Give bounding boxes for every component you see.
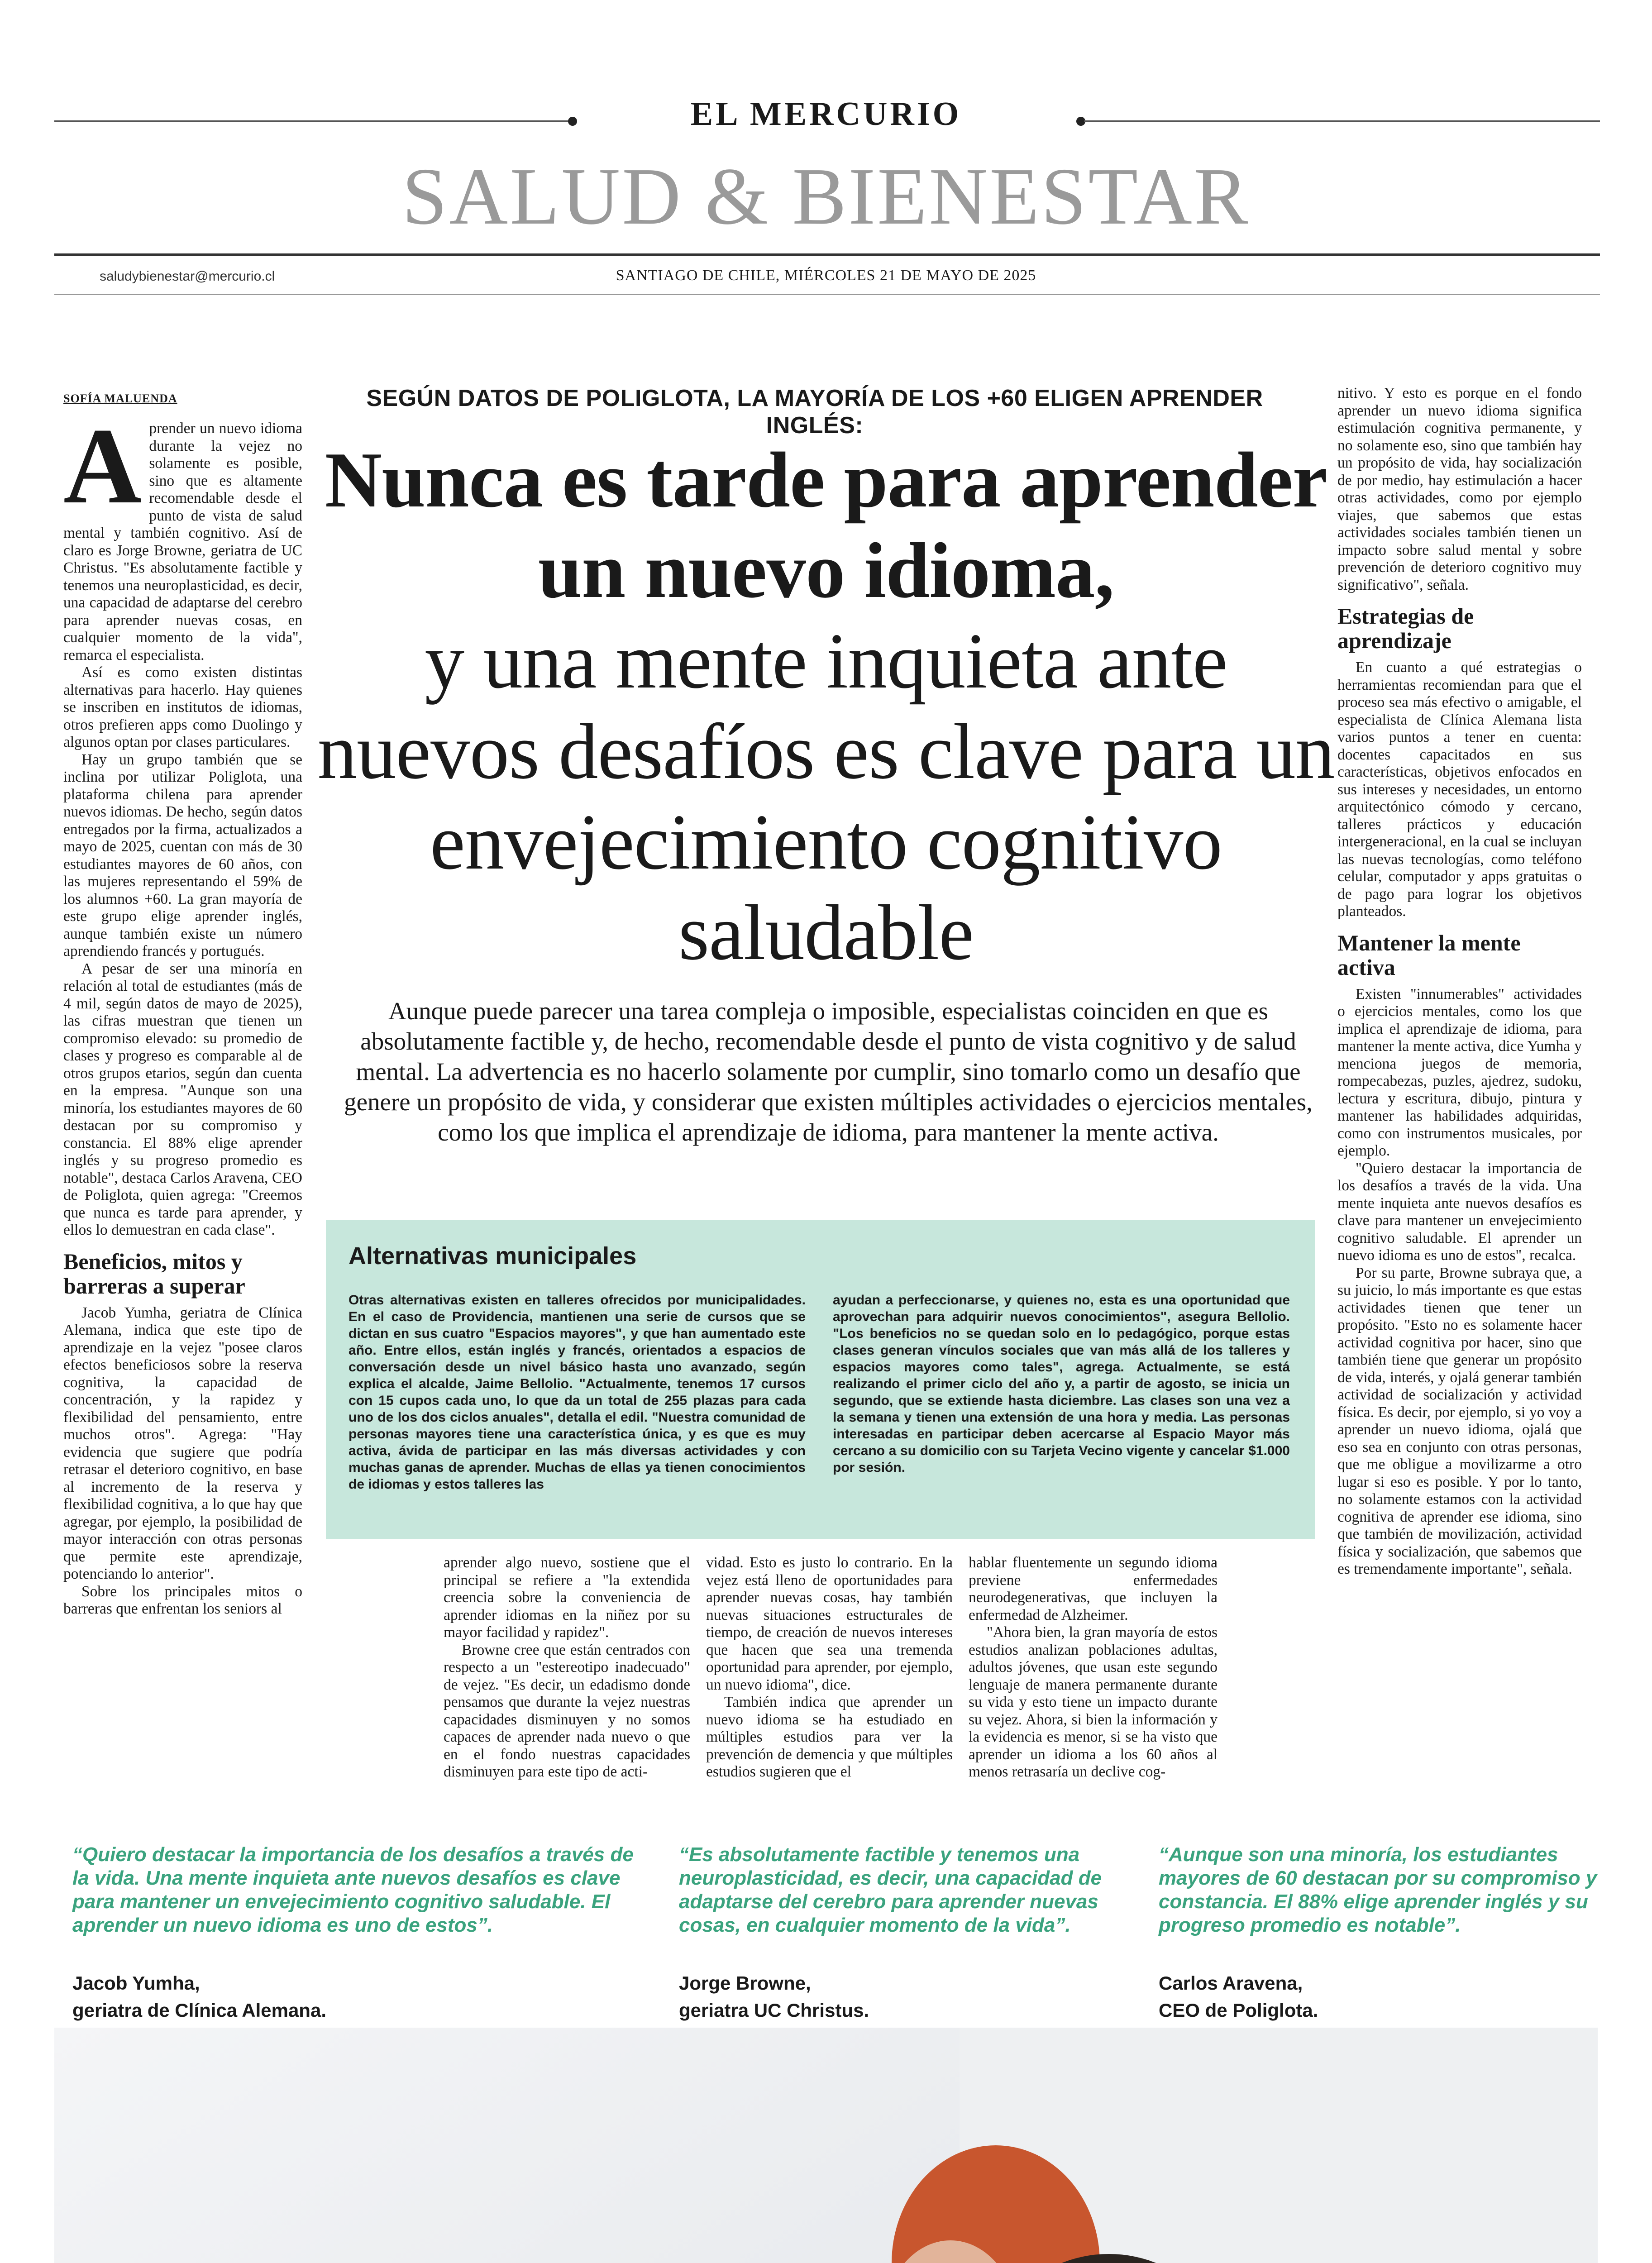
drop-cap: A — [63, 406, 142, 526]
pull-quote-2-name: Jorge Browne, — [679, 1972, 811, 1994]
headline-kicker: SEGÚN DATOS DE POLIGLOTA, LA MAYORÍA DE LOS +60 ELIGEN APRENDER INGLÉS: — [366, 385, 1263, 439]
col1-paragraph-1: prender un nuevo idioma durante la vejez no solamente es posible, sino que es altamente recomendable desde el punto de vista de salud mental y también cognitivo. Así de claro es Jorge Browne, geriatra de UC Christus. "Es absolutamente factible y tenemos una neuroplasticidad, es decir, una capacidad de adaptarse del cerebro para aprender nuevas cosas, en cualquier momento de la vida", remarca el especialista. — [63, 420, 302, 664]
col2-paragraph-1: aprender algo nuevo, sostiene que el principal se refiere a "la extendida creencia sobre la conveniencia de aprender idiomas en la niñez por su mayor facilidad y rapidez". — [444, 1554, 690, 1641]
pull-quote-2-author — [679, 1970, 1132, 2024]
pull-quote-3: “Aunque son una minoría, los estudiantes mayores de 60 destacan por su compromiso y constancia. El 88% elige aprender inglés y su progreso promedio es notable”. — [1159, 1843, 1597, 1936]
pull-quote-1-role: geriatra de Clínica Alemana. — [72, 2000, 326, 2021]
section-title: SALUD & BIENESTAR — [402, 151, 1250, 241]
col4-paragraph-1: hablar fluentemente un segundo idioma previene enfermedades neurodegenerativas, que incluyen la enfermedad de Alzheimer. — [969, 1554, 1218, 1623]
col1-paragraph-6: Sobre los principales mitos o barreras que enfrentan los seniors al — [63, 1583, 302, 1617]
header-rule-thick — [54, 253, 1600, 256]
col5-paragraph-4: "Quiero destacar la importancia de los desafíos a través de la vida. Una mente inquieta ante nuevos desafíos es clave para mantener un envejecimiento cognitivo saludable. El aprender un nuevo idioma es uno de estos", recalca. — [1337, 1160, 1582, 1264]
col1-paragraph-5: Jacob Yumha, geriatra de Clínica Alemana, indica que este tipo de aprendizaje en la vejez "posee claros efectos beneficiosos sobre la reserva cognitiva, la capacidad de concentración, y la rapidez y flexibilidad del pensamiento, entre muchos otros". Agrega: "Hay evidencia que sugiere que podría retrasar el deterioro cognitivo, en base al incremento de la reserva y flexibilidad cognitiva, a lo que hay que agregar, por ejemplo, la posibilidad de mayor interacción con otras personas que permite este aprendizaje, potenciando lo anterior". — [63, 1304, 302, 1582]
subhead-mantener: Mantener la mente activa — [1337, 930, 1521, 980]
col4-paragraph-2: "Ahora bien, la gran mayoría de estos estudios analizan poblaciones adultas, adultos jóvenes, que usan este segundo lenguaje de manera permanente durante su vida y esto tiene un impacto durante su vejez. Ahora, si bien la información y la evidencia es menor, si se ha visto que aprender un idioma a los 60 años al menos retrasaría un declive cog- — [969, 1624, 1218, 1780]
subhead-estrategias: Estrategias de aprendizaje — [1337, 603, 1474, 653]
pull-quote-2: “Es absolutamente factible y tenemos una neuroplasticidad, es decir, una capacidad de adaptarse del cerebro para aprender nuevas cosas, en cualquier momento de la vida”. — [679, 1843, 1102, 1936]
section-email[interactable]: saludybienestar@mercurio.cl — [100, 269, 275, 284]
pull-quote-3-name: Carlos Aravena, — [1159, 1972, 1303, 1994]
pull-quote-1-author — [72, 1970, 616, 2024]
article-column-3 — [706, 1554, 953, 1781]
article-column-4 — [969, 1554, 1218, 1781]
col5-paragraph-1: nitivo. Y esto es porque en el fondo aprender un nuevo idioma significa estimulación cognitiva permanente, y no solamente eso, sino que también hay un propósito de vida, hay socialización de por medio, hay estimulación a hacer otras actividades, como por ejemplo viajes, que sabemos que estas actividades sociales también tienen un impacto sobre salud mental y sobre prevención de deterioro cognitivo muy significativo", señala. — [1337, 385, 1582, 593]
header-rule-thin — [54, 294, 1600, 295]
col1-paragraph-4: A pesar de ser una minoría en relación al total de estudiantes (más de 4 mil, según datos de mayo de 2025), las cifras muestran que tienen un compromiso elevado: su promedio de clases y progreso es comparable al de otros grupos etarios, según dan cuenta en la empresa. "Aunque son una minoría, los estudiantes mayores de 60 destacan por su compromiso y constancia. El 88% elige aprender inglés y su progreso promedio es notable", destaca Carlos Aravena, CEO de Poliglota, quien agrega: "Creemos que nunca es tarde para aprender, y ellos lo demuestran en cada clase". — [63, 960, 302, 1238]
col3-paragraph-1: vidad. Esto es justo lo contrario. En la vejez está lleno de oportunidades para aprender nuevas cosas, hay también nuevas situaciones estructurales de tiempo, de creación de nuevos intereses que hacen que sea una tremenda oportunidad para aprender, por ejemplo, un nuevo idioma", dice. — [706, 1554, 953, 1693]
sidebar-box-right-column: ayudan a perfeccionarse, y quienes no, esta es una oportunidad que aprovechan para adquirir nuevos conocimientos", asegura Bellolio. "Los beneficios no se quedan solo en lo pedagógico, porque estas clases generan vínculos sociales que van más allá de los talleres y espacios mayores como tales", agrega. Actualmente, se está realizando el primer ciclo del año y, a partir de agosto, se inicia un segundo, que se extiende hasta diciembre. Las clases son una vez a la semana y tienen una extensión de una hora y media. Las personas interesadas en participar deben acercarse al Espacio Mayor más cercano a su domicilio con su Tarjeta Vecino vigente y cancelar $1.000 por sesión. — [833, 1293, 1290, 1475]
sidebar-box — [326, 1220, 1315, 1539]
col5-paragraph-2: En cuanto a qué estrategias o herramientas recomiendan para que el proceso sea más efectivo o amigable, el especialista de Clínica Alemana lista varios puntos a tener en cuenta: docentes capacitados en sus características, objetivos enfocados en sus intereses y necesidades, un entorno arquitectónico cómodo y cercano, talleres prácticos y educación intergeneracional, en la cual se incluyan las nuevas tecnologías, como teléfono celular, computador y apps gratuitas o de pago para lograr los objetivos planteados. — [1337, 659, 1582, 920]
col3-paragraph-2: También indica que aprender un nuevo idioma se ha estudiado en múltiples estudios para ver la prevención de demencia y que múltiples estudios sugieren que el — [706, 1694, 953, 1780]
sidebar-box-left-column: Otras alternativas existen en talleres ofrecidos por municipalidades. En el caso de Providencia, mantienen una serie de cursos que se dictan en sus cuatro "Espacios mayores", y que han aumentado este año. Entre ellos, están inglés y francés, orientados a espacios de conversación desde un nivel básico hasta uno avanzado, según explica el alcalde, Jaime Bellolio. "Actualmente, tenemos 17 cursos con 15 cupos cada uno, lo que da un total de 255 plazas para cada uno de los dos ciclos anuales", detalla el edil. "Nuestra comunidad de personas mayores tiene una característica única, y es que es muy activa, ávida de participar en las más diversas actividades y con muchas ganas de aprender. Muchas de ellas ya tienen conocimientos de idiomas y estos talleres las — [349, 1293, 806, 1492]
sidebar-box-title: Alternativas municipales — [349, 1242, 637, 1270]
pull-quote-1: “Quiero destacar la importancia de los desafíos a través de la vida. Una mente inquieta ante nuevos desafíos es clave para mantener un envejecimiento cognitivo saludable. El aprender un nuevo idioma es uno de estos”. — [72, 1843, 634, 1936]
article-column-1 — [63, 406, 302, 1618]
newspaper-name: EL MERCURIO — [690, 95, 962, 133]
pull-quote-2-role: geriatra UC Christus. — [679, 2000, 869, 2021]
pull-quote-3-role: CEO de Poliglota. — [1159, 2000, 1318, 2021]
col2-paragraph-2: Browne cree que están centrados con respecto a un "estereotipo inadecuado" de vejez. "Es decir, un edadismo donde pensamos que durante la vejez nuestras capacidades disminuyen y no somos capaces de aprender nada nuevo o que en el fondo nuestras capacidades disminuyen para este tipo de acti- — [444, 1641, 690, 1780]
col5-paragraph-3: Existen "innumerables" actividades o ejercicios mentales, como los que implica el aprendizaje de idioma, para mantener la mente activa, dice Yumha y menciona juegos de memoria, rompecabezas, puzles, ajedrez, sudoku, lectura y escritura, dibujo, pintura y mantener las habilidades adquiridas, como con instrumentos musicales, por ejemplo. — [1337, 985, 1582, 1159]
article-column-5 — [1337, 385, 1582, 1578]
pull-quote-1-name: Jacob Yumha, — [72, 1972, 200, 1994]
col5-paragraph-5: Por su parte, Browne subraya que, a su juicio, lo más importante es que estas actividades tienen que tener un propósito. "Esto no es solamente hacer actividad cognitiva por hacer, sino que también tiene que generar un propósito de vida, interés, y ojalá generar también actividad de socialización y actividad física. Es decir, por ejemplo, si yo voy a aprender un nuevo idioma, ojalá que eso sea en conjunto con otras personas, que me obligue a movilizarme a otro lugar si eso es posible. Y por lo tanto, no solamente estamos con la actividad cognitiva de aprender ese idioma, sino que también de movilización, actividad física y socialización, que sabemos que es tremendamente importante", señala. — [1337, 1264, 1582, 1577]
main-photo — [54, 2028, 1598, 2263]
headline-light: y una mente inquieta ante nuevos desafíos es clave para un envejecimiento cognitivo saludable — [317, 617, 1335, 976]
article-column-2 — [444, 1554, 690, 1781]
article-deck: Aunque puede parecer una tarea compleja o imposible, especialistas coinciden en que es absolutamente factible y, de hecho, recomendable desde el punto de vista cognitivo y de salud mental. La advertencia es no hacerlo solamente por cumplir, sino tomarlo como un desafío que genere un propósito de vida, y considerar que existen múltiples actividades o ejercicios mentales, como los que implica el aprendizaje de idioma, para mantener la mente activa. — [344, 997, 1313, 1146]
pull-quote-3-author — [1159, 1970, 1593, 2024]
col1-paragraph-3: Hay un grupo también que se inclina por utilizar Poliglota, una plataforma chilena para aprender nuevos idiomas. De hecho, según datos entregados por la firma, actualizados a mayo de 2025, cuentan con más de 30 estudiantes mayores de 60 años, con las mujeres representando el 59% de los alumnos +60. La gran mayoría de este grupo elige aprender inglés, aunque también existe un número aprendiendo francés y portugués. — [63, 751, 302, 960]
edition-date: SANTIAGO DE CHILE, MIÉRCOLES 21 DE MAYO DE 2025 — [616, 267, 1036, 284]
byline: SOFÍA MALUENDA — [63, 392, 177, 405]
headline-bold: Nunca es tarde para aprender un nuevo idioma, — [325, 436, 1327, 614]
top-rule-right — [1084, 120, 1600, 122]
subhead-beneficios: Beneficios, mitos y barreras a superar — [63, 1248, 245, 1299]
col1-paragraph-2: Así es como existen distintas alternativas para hacerlo. Hay quienes se inscriben en institutos de idiomas, otros prefieren apps como Duolingo y algunos optan por clases particulares. — [63, 664, 302, 750]
photo-illustration — [54, 2028, 1598, 2263]
headline — [317, 434, 1335, 978]
